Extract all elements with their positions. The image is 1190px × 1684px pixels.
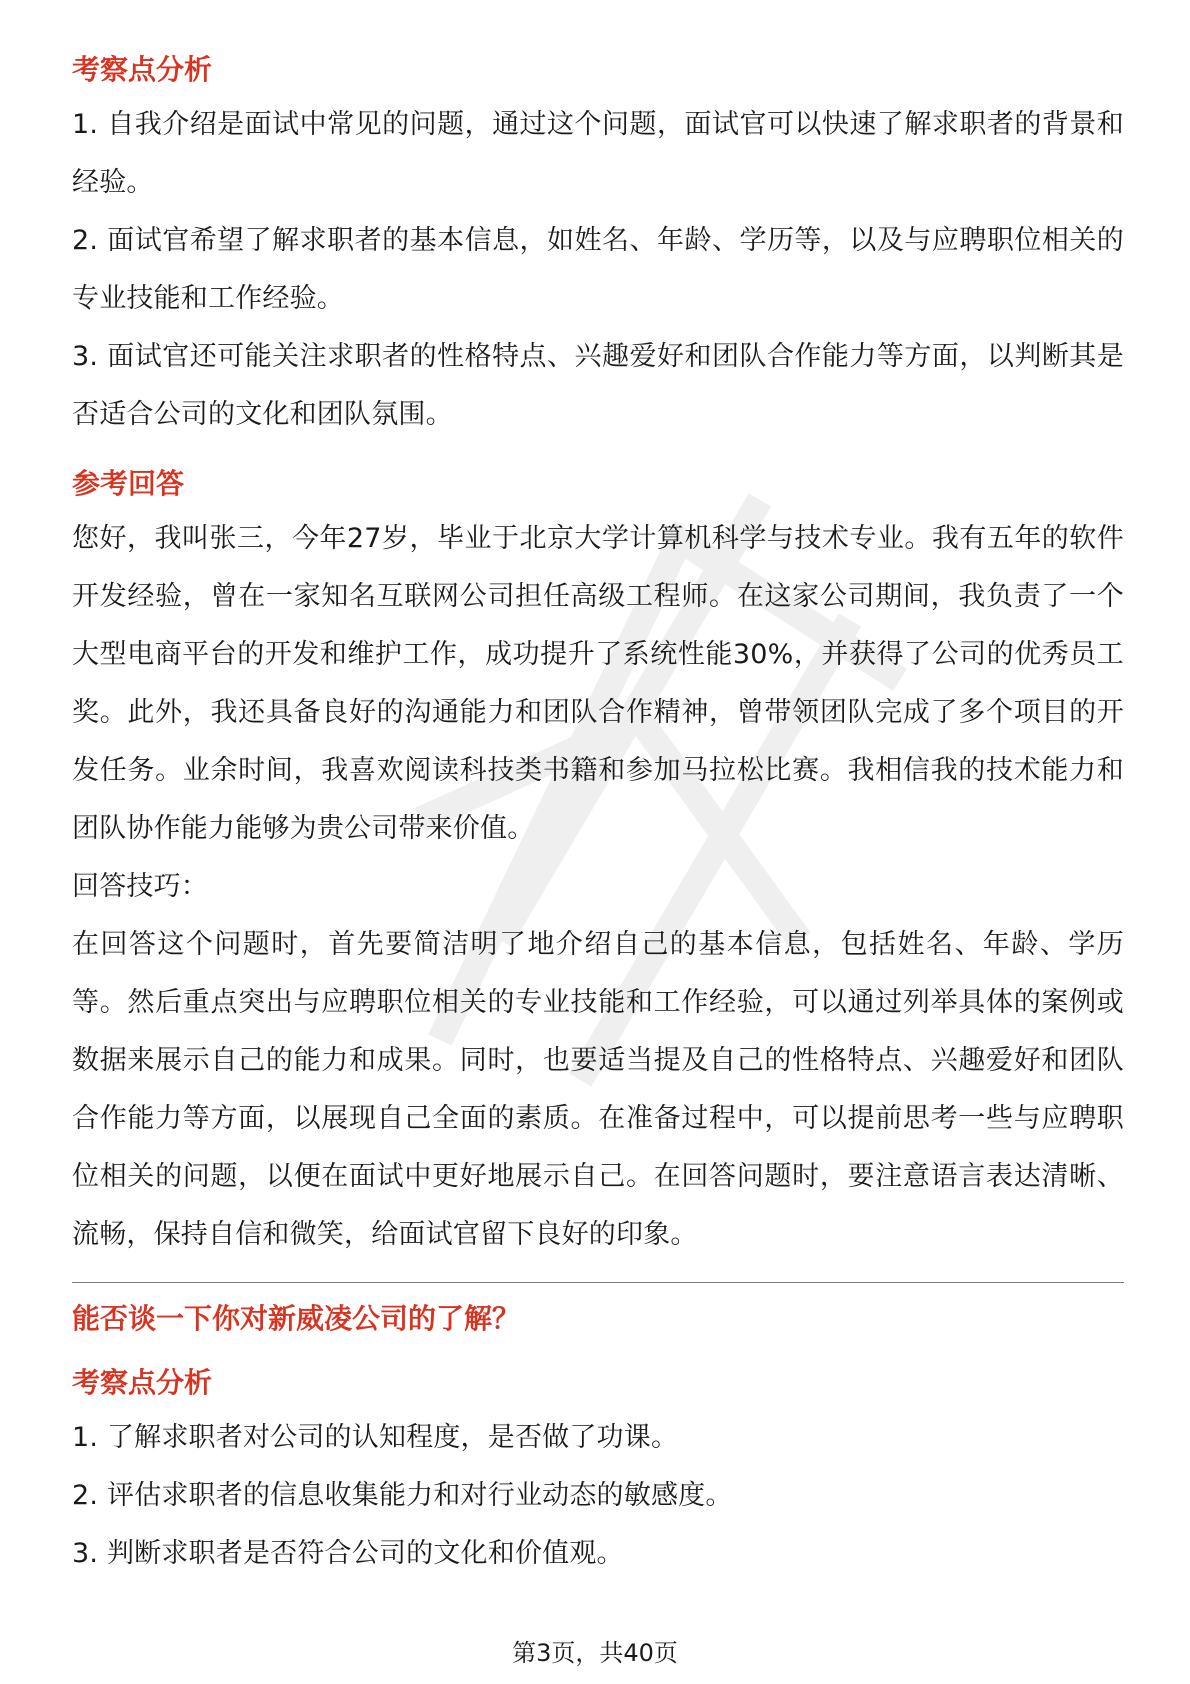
document-page <box>72 40 1124 1583</box>
analysis-item-1-3: 3. 面试官还可能关注求职者的性格特点、兴趣爱好和团队合作能力等方面，以判断其是否适合公司的文化和团队氛围。 <box>72 341 1124 430</box>
analysis-item-1-1: 1. 自我介绍是面试中常见的问题，通过这个问题，面试官可以快速了解求职者的背景和经验。 <box>72 109 1124 198</box>
answer-heading: 参考回答 <box>72 467 185 500</box>
page-footer: 第3页，共40页 <box>512 1639 678 1667</box>
analysis-item-2-3: 3. 判断求职者是否符合公司的文化和价值观。 <box>72 1538 624 1569</box>
answer-text: 您好，我叫张三，今年27岁，毕业于北京大学计算机科学与技术专业。我有五年的软件开发经验，曾在一家知名互联网公司担任高级工程师。在这家公司期间，我负责了一个大型电商平台的开发和维护工作，成功提升了系统性能30%，并获得了公司的优秀员工奖。此外，我还具备良好的沟通能力和团队合作精神，曾带领团队完成了多个项目的开发任务。业余时间，我喜欢阅读科技类书籍和参加马拉松比赛。我相信我的技术能力和团队协作能力能够为贵公司带来价值。 <box>72 523 1124 844</box>
analysis-heading-1: 考察点分析 <box>72 53 213 86</box>
section-divider <box>72 1282 1124 1283</box>
analysis-item-1-2: 2. 面试官希望了解求职者的基本信息，如姓名、年龄、学历等，以及与应聘职位相关的专业技能和工作经验。 <box>72 225 1124 314</box>
question-title: 能否谈一下你对新威凌公司的了解？ <box>72 1302 521 1335</box>
analysis-item-2-2: 2. 评估求职者的信息收集能力和对行业动态的敏感度。 <box>72 1480 733 1511</box>
tips-label: 回答技巧： <box>72 871 208 902</box>
analysis-item-2-1: 1. 了解求职者对公司的认知程度，是否做了功课。 <box>72 1422 679 1453</box>
tips-text: 在回答这个问题时，首先要简洁明了地介绍自己的基本信息，包括姓名、年龄、学历等。然后重点突出与应聘职位相关的专业技能和工作经验，可以通过列举具体的案例或数据来展示自己的能力和成果。同时，也要适当提及自己的性格特点、兴趣爱好和团队合作能力等方面，以展现自己全面的素质。在准备过程中，可以提前思考一些与应聘职位相关的问题，以便在面试中更好地展示自己。在回答问题时，要注意语言表达清晰、流畅，保持自信和微笑，给面试官留下良好的印象。 <box>72 929 1124 1250</box>
analysis-heading-2: 考察点分析 <box>72 1366 213 1399</box>
